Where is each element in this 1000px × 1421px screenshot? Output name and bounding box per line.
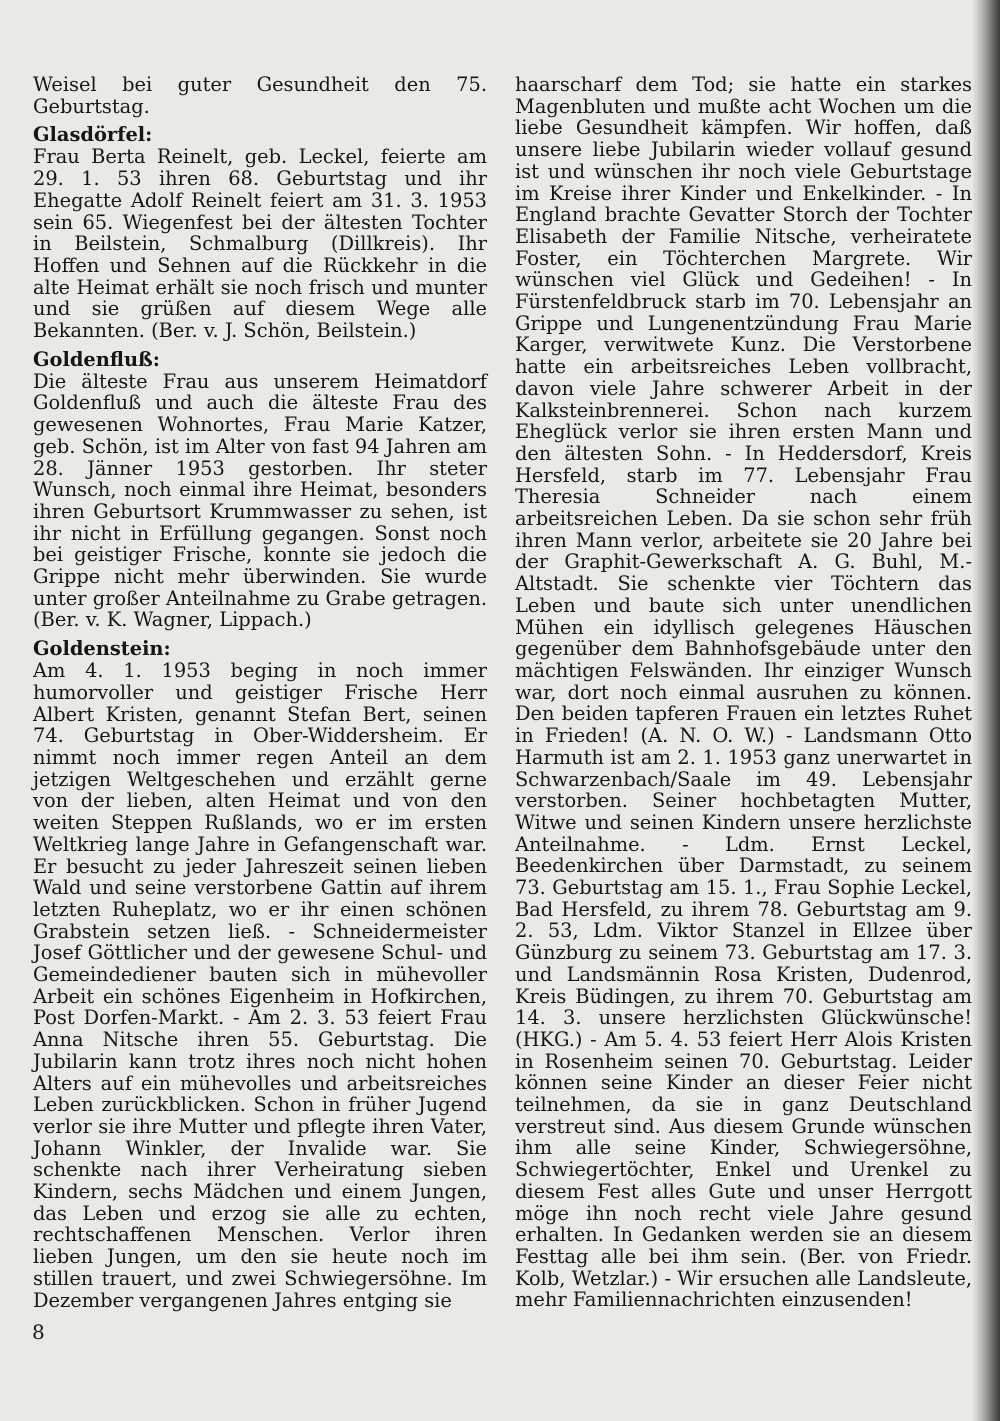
section-text-goldenstein: Am 4. 1. 1953 beging in noch immer humorvoller und geistiger Frische Herr Albert Kristen, genannt Stefan Bert, seinen 74. Geburtstag in Ober-Widdersheim. Er nimmt noch immer regen Anteil an dem jetzigen Weltgeschehen und erzählt gerne von der lieben, alten Heimat und von den weiten Steppen Rußlands, wo er im ersten Weltkrieg lange Jahre in Gefangenschaft war. Er besucht zu jeder Jahreszeit seinen lieben Wald und seine verstorbene Gattin auf ihrem letzten Ruheplatz, wo er ihr einen schönen Grabstein setzen ließ. - Schneidermeister Josef Göttlicher und der gewesene Schul- und Gemeindediener bauten sich in mühevoller Arbeit ein schönes Eigenheim in Hofkirchen, Post Dorfen-Markt. - Am 2. 3. 53 feiert Frau Anna Nitsche ihren 55. Geburtstag. Die Jubilarin kann trotz ihres noch nicht hohen Alters auf ein mühevolles und arbeitsreiches Leben zurückblicken. Schon in früher Jugend verlor sie ihre Mutter und pflegte ihren Vater, Johann Winkler, der Invalide war. Sie schenkte nach ihrer Verheiratung sieben Kindern, sechs Mädchen und einem Jungen, das Leben und erzog sie alle zu echten, rechtschaffenen Menschen. Verlor ihren lieben Jungen, um den sie heute noch im stillen trauert, und zwei Schwiegersöhne. Im Dezember vergangenen Jahres entging sie [33, 659, 487, 1312]
page-number: 8 [32, 1320, 45, 1344]
right-column [515, 74, 972, 1311]
section-heading-goldenfluss: Goldenfluß: [33, 347, 160, 371]
left-column [33, 74, 487, 1311]
section-heading-goldenstein: Goldenstein: [33, 637, 171, 661]
right-column-text: haarscharf dem Tod; sie hatte ein starkes Magenbluten und mußte acht Wochen um die liebe Gesundheit kämpfen. Wir hoffen, daß unsere liebe Jubilarin wieder vollauf gesund ist und wünschen ihr noch viele Geburtstage im Kreise ihrer Kinder und Enkelkinder. - In England brachte Gevatter Storch der Tochter Elisabeth der Familie Nitsche, verheiratete Foster, ein Töchterchen Margrete. Wir wünschen viel Glück und Gedeihen! - In Fürstenfeldbruck starb im 70. Lebensjahr an Grippe und Lungenentzündung Frau Marie Karger, verwitwete Kunz. Die Verstorbene hatte ein arbeitsreiches Leben vollbracht, davon viele Jahre schwerer Arbeit in der Kalksteinbrennerei. Schon nach kurzem Eheglück verlor sie ihren ersten Mann und den ältesten Sohn. - In Heddersdorf, Kreis Hersfeld, starb im 77. Lebensjahr Frau Theresia Schneider nach einem arbeitsreichen Leben. Da sie schon sehr früh ihren Mann verlor, arbeitete sie 20 Jahre bei der Graphit-Gewerkschaft A. G. Buhl, M.-Altstadt. Sie schenkte vier Töchtern das Leben und baute sich unter unendlichen Mühen ein idyllisch gelegenes Häuschen gegenüber dem Bahnhofsgebäude unter den mächtigen Felswänden. Ihr einziger Wunsch war, dort noch einmal ausruhen zu können. Den beiden tapferen Frauen ein letztes Ruhet in Frieden! (A. N. O. W.) - Landsmann Otto Harmuth ist am 2. 1. 1953 ganz unerwartet in Schwarzenbach/Saale im 49. Lebensjahr verstorben. Seiner hochbetagten Mutter, Witwe und seinen Kindern unsere herzlichste Anteilnahme. - Ldm. Ernst Leckel, Beedenkirchen über Darmstadt, zu seinem 73. Geburtstag am 15. 1., Frau Sophie Leckel, Bad Hersfeld, zu ihrem 78. Geburtstag am 9. 2. 53, Ldm. Viktor Stanzel in Ellzee über Günzburg zu seinem 73. Geburtstag am 17. 3. und Landsmännin Rosa Kristen, Dudenrod, Kreis Büdingen, zu ihrem 70. Geburtstag am 14. 3. unsere herzlichsten Glückwünsche! (HKG.) - Am 5. 4. 53 feiert Herr Alois Kristen in Rosenheim seinen 70. Geburtstag. Leider können seine Kinder an dieser Feier nicht teilnehmen, da sie in ganz Deutschland verstreut sind. Aus diesem Grunde wünschen ihm alle seine Kinder, Schwiegersöhne, Schwiegertöchter, Enkel und Urenkel zu diesem Fest alles Gute und unser Herrgott möge ihn noch recht viele Jahre gesund erhalten. In Gedanken werden sie an diesem Festtag alle bei ihm sein. (Ber. von Friedr. Kolb, Wetzlar.) - Wir ersuchen alle Landsleute, mehr Familiennachrichten einzusenden! [515, 73, 972, 1312]
section-text-glasdoerfel: Frau Berta Reinelt, geb. Leckel, feierte am 29. 1. 53 ihren 68. Geburtstag und ihr Ehegatte Adolf Reinelt feiert am 31. 3. 1953 sein 65. Wiegenfest bei der ältesten Tochter in Beilstein, Schmalburg (Dillkreis). Ihr Hoffen und Sehnen auf die Rückkehr in die alte Heimat erhält sie noch frisch und munter und sie grüßen auf diesem Wege alle Bekannten. (Ber. v. J. Schön, Beilstein.) [33, 145, 487, 343]
section-text-goldenfluss: Die älteste Frau aus unserem Heimatdorf Goldenfluß und auch die älteste Frau des gewesenen Wohnortes, Frau Marie Katzer, geb. Schön, ist im Alter von fast 94 Jahren am 28. Jänner 1953 gestorben. Ihr steter Wunsch, noch einmal ihre Heimat, besonders ihren Geburtsort Krummwasser zu sehen, ist ihr nicht in Erfüllung gegangen. Sonst noch bei geistiger Frische, konnte sie jedoch die Grippe nicht mehr überwinden. Sie wurde unter großer Anteilnahme zu Grabe getragen. (Ber. v. K. Wagner, Lippach.) [33, 369, 487, 632]
intro-paragraph: Weisel bei guter Gesundheit den 75. Geburtstag. [33, 73, 487, 118]
page-edge-shadow [972, 0, 1000, 1421]
section-heading-glasdoerfel: Glasdörfel: [33, 123, 153, 147]
